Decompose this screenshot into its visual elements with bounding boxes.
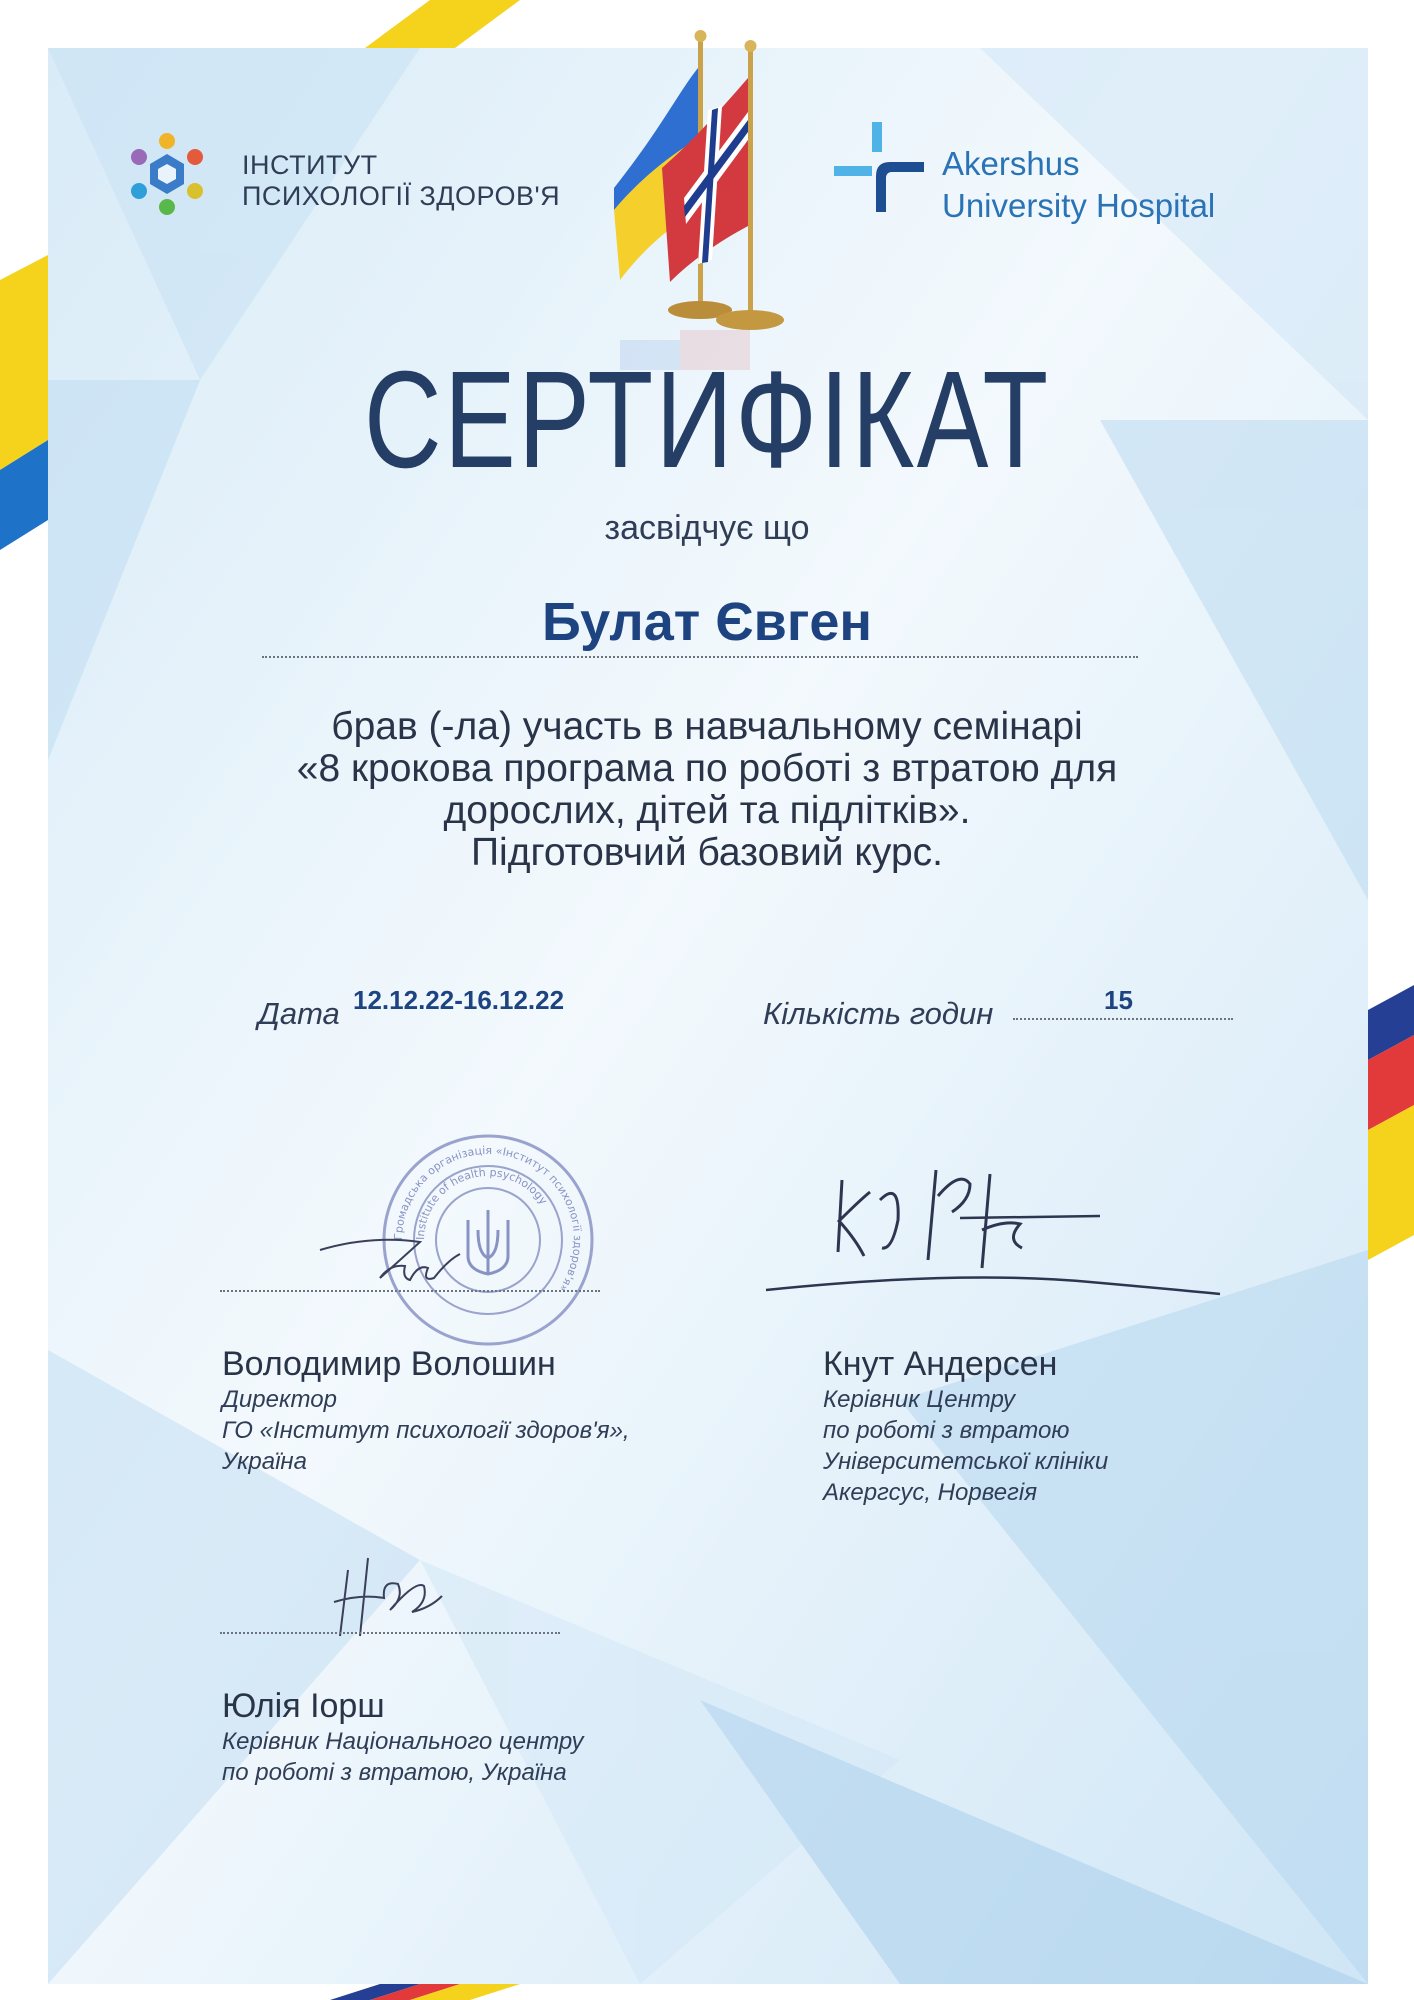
signatory-1-role <box>222 1384 630 1477</box>
signatory-2-role-line-2: по роботі з втратою <box>823 1417 1070 1444</box>
body-line-4: Підготовчий базовий курс. <box>471 831 943 874</box>
signature-3 <box>320 1540 450 1640</box>
signature-1 <box>310 1220 470 1300</box>
stamp-outer-text: Громадська організація «Інститут психології здоров'я» <box>391 1143 585 1295</box>
body-line-1: брав (-ла) участь в навчальному семінарі <box>331 705 1083 748</box>
signatory-3-name: Юлія Іорш <box>222 1687 385 1725</box>
signatory-2-role-line-3: Університетської клініки <box>823 1448 1109 1475</box>
institute-name-line-2: ПСИХОЛОГІЇ ЗДОРОВ'Я <box>242 181 561 211</box>
hours-underline <box>1013 1018 1233 1020</box>
certificate-subtitle: засвідчує що <box>604 509 810 547</box>
hours-value: 15 <box>1104 985 1133 1015</box>
trident-icon <box>468 1210 508 1274</box>
hospital-name <box>942 143 1215 227</box>
hospital-name-line-1: Akershus <box>942 145 1080 182</box>
signatory-1-role-line-1: Директор <box>222 1386 337 1413</box>
body-line-2: «8 крокова програма по роботі з втратою для <box>296 747 1118 790</box>
recipient-underline <box>262 656 1138 658</box>
signatory-2-name: Кнут Андерсен <box>823 1345 1058 1383</box>
date-value: 12.12.22-16.12.22 <box>353 985 565 1015</box>
institute-name-line-1: ІНСТИТУТ <box>242 150 378 180</box>
signature-2 <box>760 1160 1230 1310</box>
signatory-2-role <box>823 1384 1108 1508</box>
certificate-body <box>160 706 1254 874</box>
hospital-name-line-2: University Hospital <box>942 187 1216 224</box>
signatory-1-role-line-3: Україна <box>222 1448 307 1475</box>
signatory-2-role-line-1: Керівник Центру <box>823 1386 1016 1413</box>
recipient-name: Булат Євген <box>542 592 872 652</box>
date-label: Дата <box>258 996 340 1031</box>
hours-label: Кількість годин <box>763 996 994 1031</box>
signatory-3-role-line-2: по роботі з втратою, Україна <box>222 1759 567 1786</box>
signature-1-line <box>220 1290 600 1292</box>
certificate-title: СЕРТИФІКАТ <box>363 343 1051 497</box>
body-line-3: дорослих, дітей та підлітків». <box>443 789 971 832</box>
signatory-3-role <box>222 1726 583 1788</box>
institute-name <box>242 150 560 212</box>
signatory-2-role-line-4: Акергсус, Норвегія <box>823 1479 1038 1506</box>
signatory-1-name: Володимир Волошин <box>222 1345 556 1383</box>
flags-icon <box>600 20 790 370</box>
signatory-1-role-line-2: ГО «Інститут психології здоров'я», <box>222 1417 630 1444</box>
institute-logo-icon <box>118 128 216 220</box>
signature-3-line <box>220 1632 560 1634</box>
ahus-logo-icon <box>832 120 928 216</box>
signatory-3-role-line-1: Керівник Національного центру <box>222 1728 584 1755</box>
stamp-inner-text: Institute of health psychology <box>413 1165 550 1241</box>
